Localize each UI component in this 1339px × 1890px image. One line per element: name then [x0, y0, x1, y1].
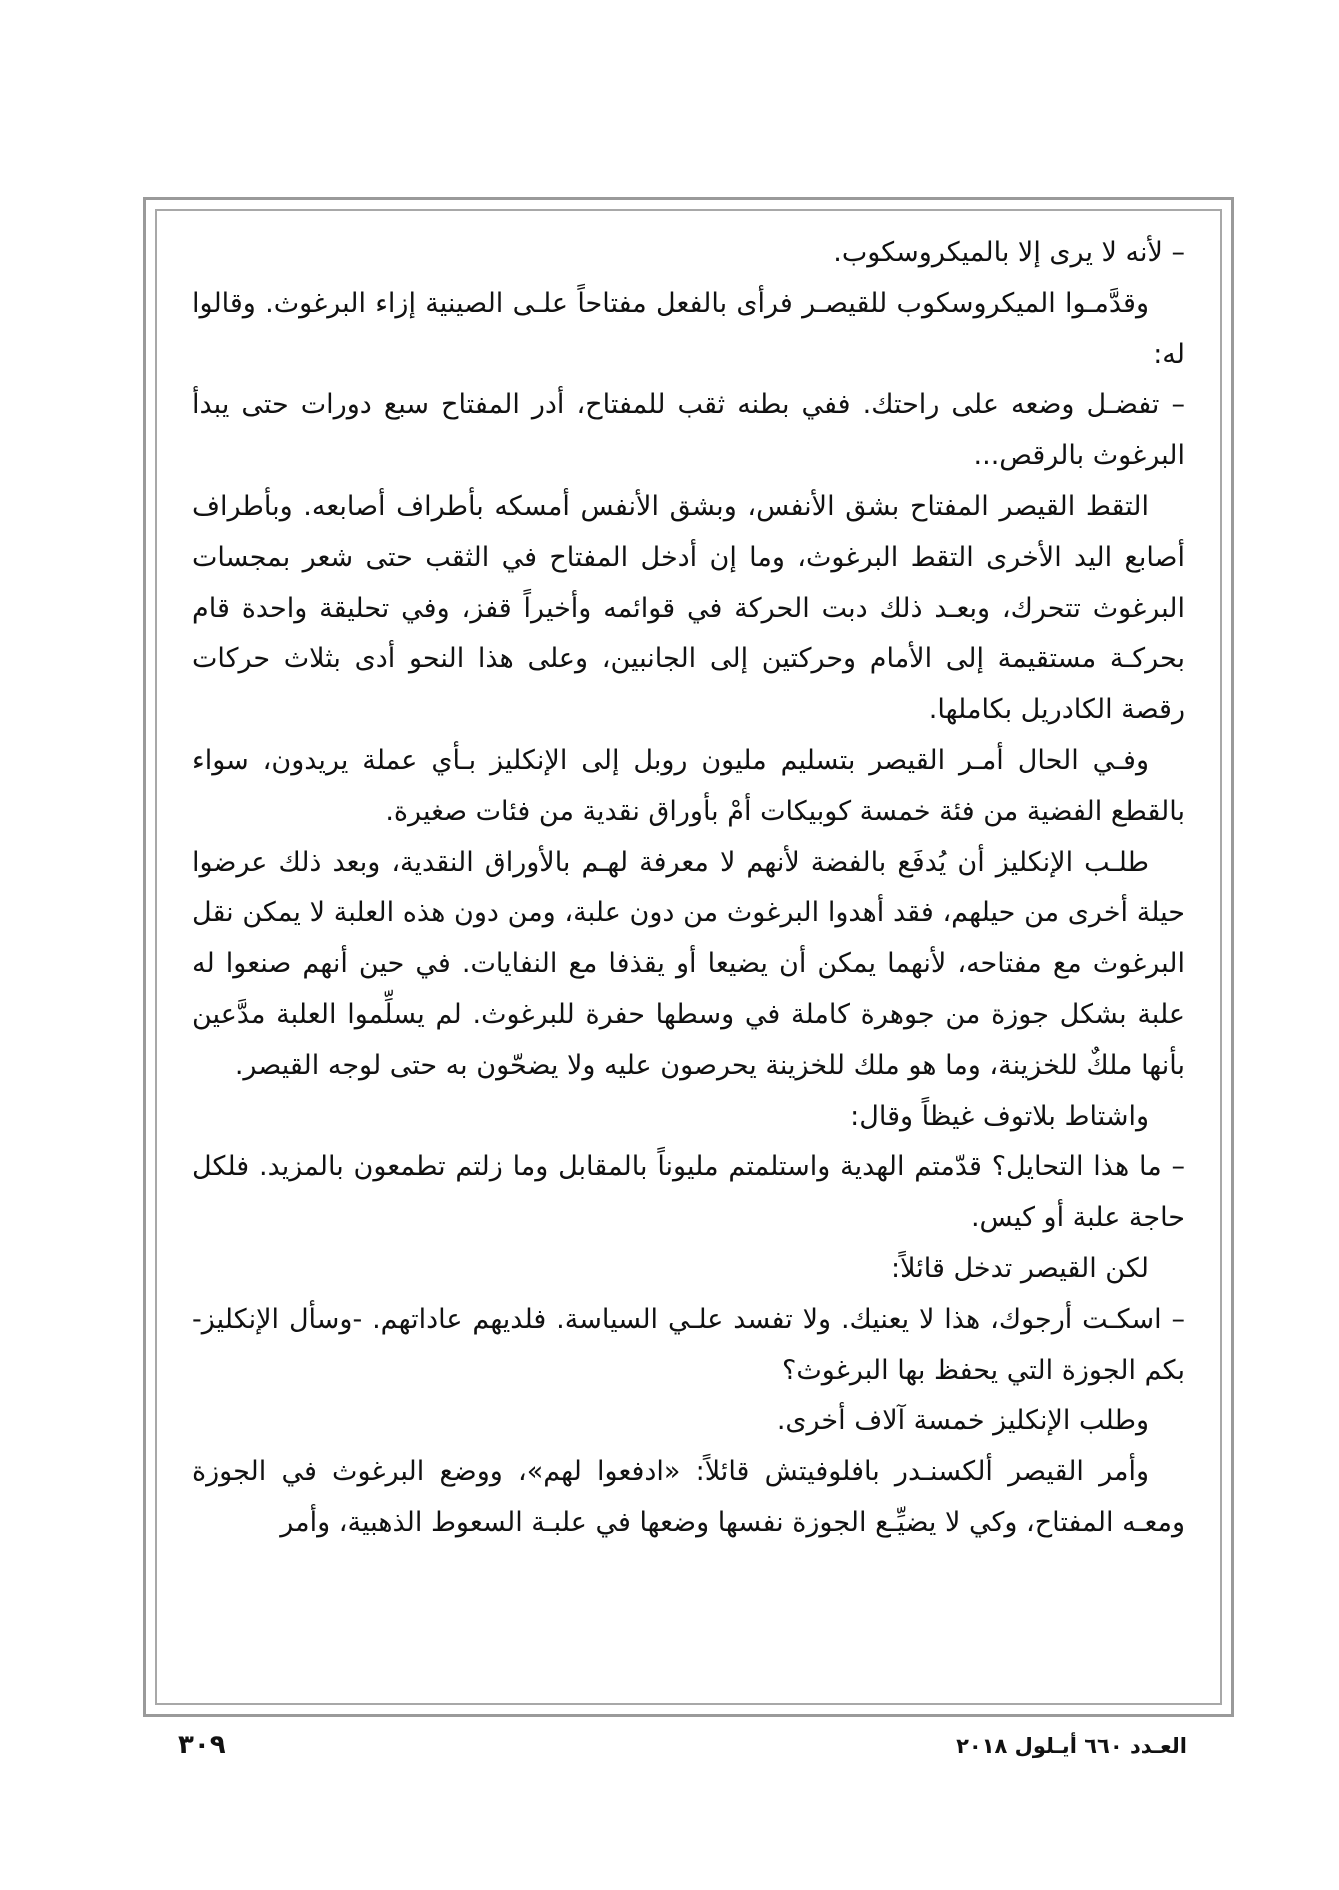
paragraph-1: – لأنه لا يرى إلا بالميكروسكوب.	[833, 237, 1185, 268]
paragraph-8: – ما هذا التحايل؟ قدّمتم الهدية واستلمتم مليوناً بالمقابل وما زلتم تطمعون بالمزيد. فلكل حاجة علبة أو كيس.	[192, 1151, 1185, 1234]
paragraph-10: – اسكـت أرجوك، هذا لا يعنيك. ولا تفسد علـي السياسة. فلديهم عاداتهم. -وسأل الإنكليز- بكم الجوزة التي يحفظ بها البرغوث؟	[192, 1303, 1185, 1386]
paragraph-5: وفـي الحال أمـر القيصر بتسليم مليون روبل إلى الإنكليز بـأي عملة يريدون، سواء بالقطع الفضية من فئة خمسة كوبيكات أمْ بأوراق نقدية من فئات صغيرة.	[192, 744, 1185, 827]
paragraph-9: لكن القيصر تدخل قائلاً:	[891, 1252, 1149, 1284]
issue-info: العـدد ٦٦٠ أيـلول ٢٠١٨	[956, 1734, 1187, 1758]
paragraph-11: وطلب الإنكليز خمسة آلاف أخرى.	[776, 1405, 1149, 1437]
paragraph-6: طلـب الإنكليز أن يُدفَع بالفضة لأنهم لا معرفة لهـم بالأوراق النقدية، وبعد ذلك عرضوا حيلة أخرى من حيلهم، فقد أهدوا البرغوث من دون علبة، ومن دون هذه العلبة لا يمكن نقل البرغوث مع مفتاحه، لأنهما يمكن أن يضيعا أو يقذفا مع النفايات. في حين أنهم صنعوا له علبة بشكل جوزة من جوهرة كاملة في وسطها حفرة للبرغوث. لم يسلِّموا العلبة مدَّعين بأنها ملكٌ للخزينة، وما هو ملك للخزينة يحرصون عليه ولا يضحّون به حتى لوجه القيصر.	[192, 846, 1185, 1081]
page-number: ٣٠٩	[178, 1730, 226, 1760]
article-text	[192, 228, 1185, 1688]
paragraph-7: واشتاط بلاتوف غيظاً وقال:	[850, 1100, 1149, 1132]
paragraph-4: التقط القيصر المفتاح بشق الأنفس، وبشق الأنفس أمسكه بأطراف أصابعه. وبأطراف أصابع اليد الأخرى التقط البرغوث، وما إن أدخل المفتاح في الثقب حتى شعر بمجسات البرغوث تتحرك، وبعـد ذلك دبت الحركة في قوائمه وأخيراً قفز، وفي تحليقة واحدة قام بحركـة مستقيمة إلى الأمام وحركتين إلى الجانبين، وعلى هذا النحو أدى بثلاث حركات رقصة الكادريل بكاملها.	[192, 490, 1185, 726]
paragraph-12: وأمر القيصر ألكسنـدر بافلوفيتش قائلاً: «ادفعوا لهم»، ووضع البرغوث في الجوزة ومعـه المفتاح، وكي لا يضيِّـع الجوزة نفسها وضعها في علبـة السعوط الذهبية، وأمر	[192, 1456, 1185, 1538]
paragraph-3: – تفضـل وضعه على راحتك. ففي بطنه ثقب للمفتاح، أدر المفتاح سبع دورات حتى يبدأ البرغوث بالرقص...	[192, 389, 1185, 472]
paragraph-2: وقدَّمـوا الميكروسكوب للقيصـر فرأى بالفعل مفتاحاً علـى الصينية إزاء البرغوث. وقالوا له:	[192, 287, 1185, 370]
